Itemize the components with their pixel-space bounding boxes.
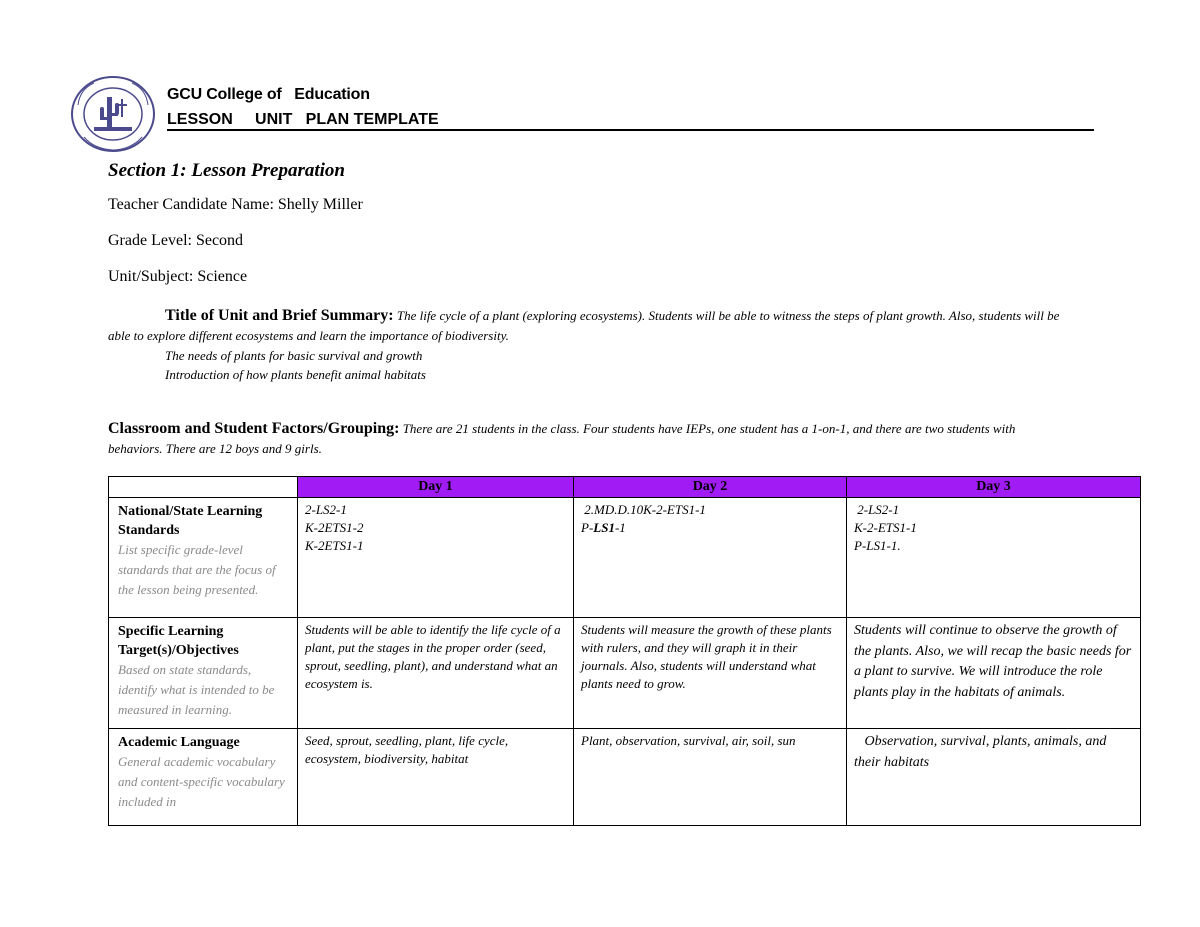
row-objectives-head — [109, 618, 298, 729]
classroom-factors — [108, 419, 1068, 459]
row-academic-language-head — [109, 729, 298, 826]
row-description: General academic vocabulary and content-specific vocabulary included in — [118, 754, 285, 809]
objectives-day-2: Students will measure the growth of these plants with rulers, and they will graph it in their journals. Also, students will understand what plants need to grow. — [574, 618, 847, 729]
standard-item: 2.MD.D.10K-2-ETS1-1 — [581, 502, 706, 517]
header-day-1: Day 1 — [298, 477, 574, 498]
standard-item: 2-LS2-1 — [305, 502, 347, 517]
table-header-row — [109, 477, 1141, 498]
factors-text: There are 21 students in the class. Four students have IEPs, one student has a 1-on-1, and there are two students with behaviors. There are 12 boys and 9 girls. — [108, 421, 1016, 456]
table-row — [109, 729, 1141, 826]
row-standards-head — [109, 498, 298, 618]
section-title: Section 1: Lesson Preparation — [108, 160, 345, 181]
standard-item: K-2ETS1-2 — [305, 520, 364, 535]
objectives-day-1: Students will be able to identify the life cycle of a plant, put the stages in the proper order (seed, sprout, seedling, plant), and understand what an ecosystem is. — [298, 618, 574, 729]
standard-item: K-2-ETS1-1 — [854, 520, 917, 535]
standard-item: P-LS1-1. — [854, 538, 901, 553]
standard-item: 2-LS2-1 — [854, 502, 900, 517]
table-row — [109, 498, 1141, 618]
standards-day-3 — [847, 498, 1141, 618]
summary-line-3: Introduction of how plants benefit animal habitats — [165, 367, 426, 382]
academic-language-day-2: Plant, observation, survival, air, soil, sun — [574, 729, 847, 826]
academic-language-day-1: Seed, sprout, seedling, plant, life cycle, ecosystem, biodiversity, habitat — [298, 729, 574, 826]
row-title: National/State Learning Standards — [118, 504, 263, 538]
college-name: GCU College of Education — [167, 86, 370, 103]
standard-item — [581, 519, 840, 537]
lesson-plan-table — [108, 476, 1141, 826]
standard-suffix: -1 — [614, 520, 626, 535]
factors-label: Classroom and Student Factors/Grouping: — [108, 420, 400, 437]
row-description: Based on state standards, identify what is intended to be measured in learning. — [118, 662, 275, 717]
row-description: List specific grade-level standards that are the focus of the lesson being presented. — [118, 542, 276, 597]
standards-day-2 — [574, 498, 847, 618]
summary-label: Title of Unit and Brief Summary: — [165, 307, 394, 324]
teacher-name: Teacher Candidate Name: Shelly Miller — [108, 196, 363, 213]
standard-item: K-2ETS1-1 — [305, 538, 364, 553]
unit-summary — [108, 306, 1068, 384]
row-title: Academic Language — [118, 735, 240, 750]
summary-line-2: The needs of plants for basic survival and growth — [165, 348, 423, 363]
table-row — [109, 618, 1141, 729]
header-day-2: Day 2 — [574, 477, 847, 498]
academic-language-day-3: Observation, survival, plants, animals, and their habitats — [847, 729, 1141, 826]
row-title: Specific Learning Target(s)/Objectives — [118, 624, 239, 658]
university-seal-logo — [70, 75, 156, 153]
header-day-3: Day 3 — [847, 477, 1141, 498]
grade-level: Grade Level: Second — [108, 232, 244, 249]
template-title: LESSON UNIT PLAN TEMPLATE — [167, 110, 1094, 131]
standard-prefix: P- — [581, 520, 594, 535]
summary-text: The life cycle of a plant (exploring ecosystems). Students will be able to witness the steps of plant growth. Also, students will be able to explore different ecosystems and learn the importance of biodiversity. — [108, 308, 1060, 343]
standard-bold: LS1 — [593, 520, 615, 535]
standards-day-1 — [298, 498, 574, 618]
header-blank — [109, 477, 298, 498]
unit-subject: Unit/Subject: Science — [108, 268, 248, 285]
objectives-day-3: Students will continue to observe the growth of the plants. Also, we will recap the basic needs for a plant to survive. We will introduce the role plants play in the habitats of animals. — [847, 618, 1141, 729]
